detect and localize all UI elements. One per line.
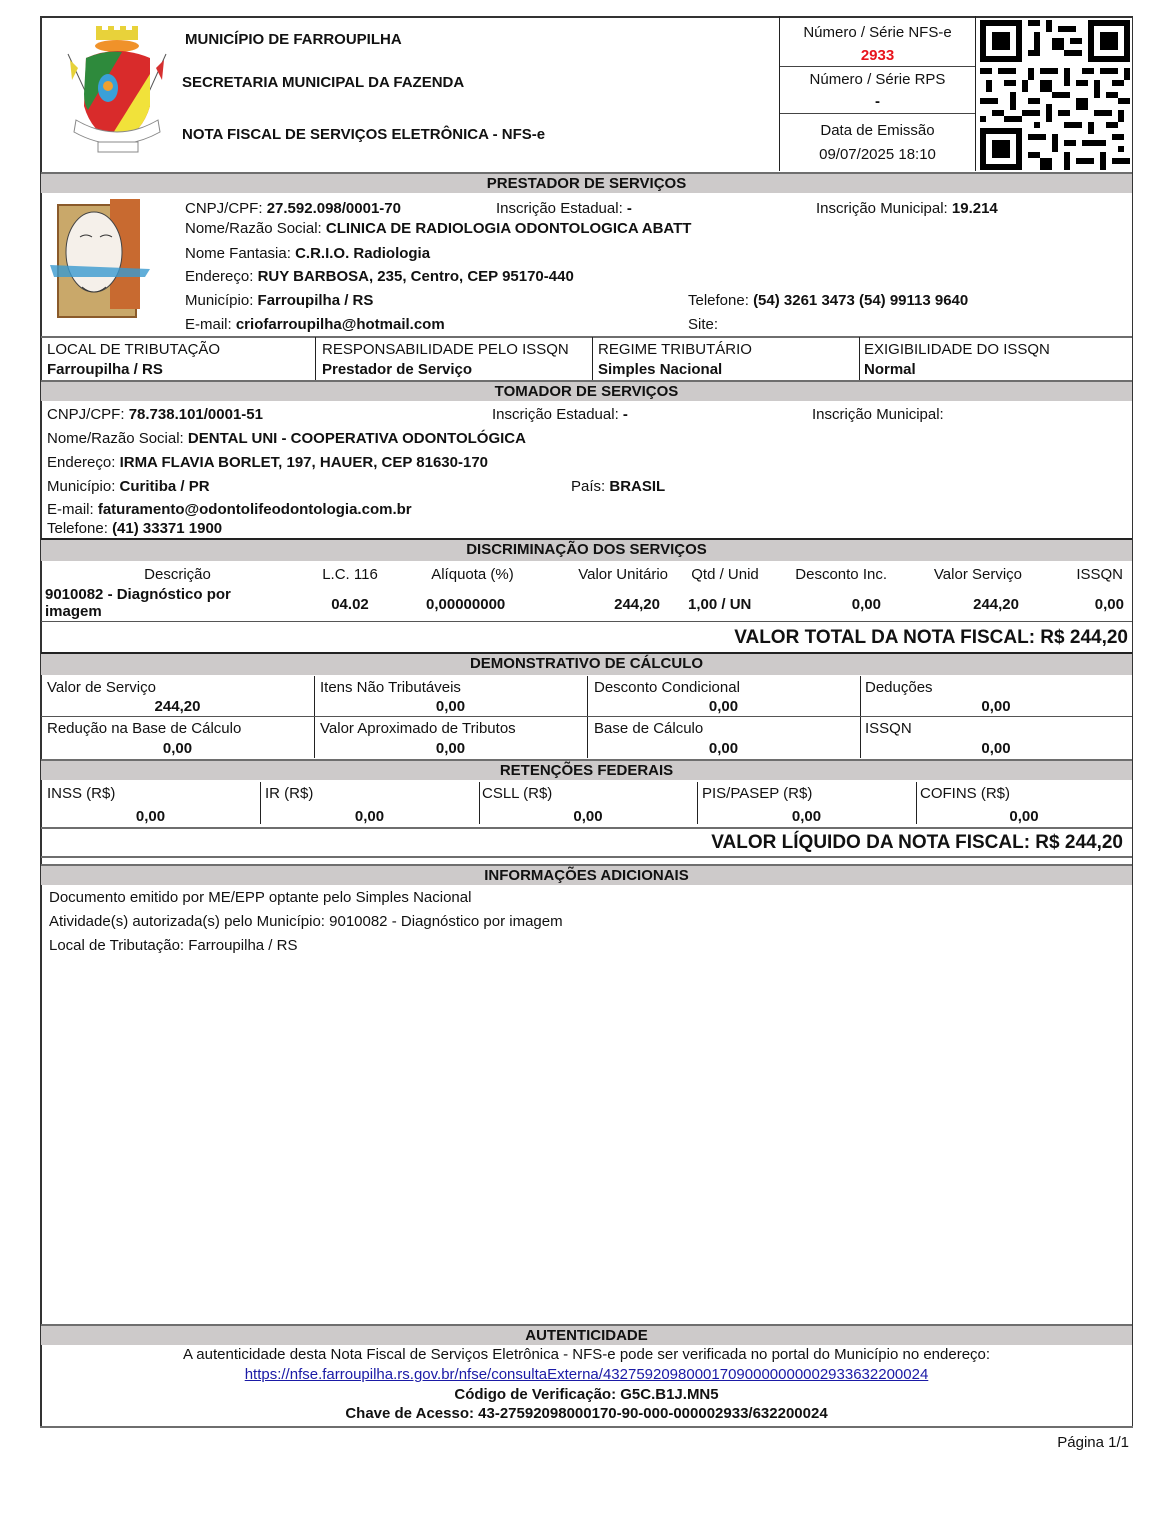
calc-value-reducao-base: 0,00 xyxy=(162,740,193,757)
calc-value-base-calculo: 0,00 xyxy=(708,740,739,757)
section-header-retencoes: RETENÇÕES FEDERAIS xyxy=(41,759,1132,780)
provider-trade-name-value: C.R.I.O. Radiologia xyxy=(295,245,431,262)
provider-site xyxy=(688,316,718,333)
divider xyxy=(975,16,976,171)
issqn-responsibility-value: Prestador de Serviço xyxy=(322,361,473,378)
provider-name-label: Nome/Razão Social: xyxy=(185,220,322,237)
section-header-calculo: DEMONSTRATIVO DE CÁLCULO xyxy=(41,654,1132,675)
customer-name-value: DENTAL UNI - COOPERATIVA ODONTOLÓGICA xyxy=(187,430,526,447)
customer-cnpj-label: CNPJ/CPF: xyxy=(47,406,125,423)
verification-code: Código de Verificação: G5C.B1J.MN5 xyxy=(454,1386,719,1403)
customer-email-label: E-mail: xyxy=(47,501,94,518)
provider-im-label: Inscrição Municipal: xyxy=(816,200,948,217)
provider-city xyxy=(185,292,373,309)
customer-name-label: Nome/Razão Social: xyxy=(47,430,184,447)
col-header-issqn: ISSQN xyxy=(1076,566,1123,583)
ret-value-cofins: 0,00 xyxy=(1009,808,1039,825)
provider-address-label: Endereço: xyxy=(185,268,254,285)
service-lc116: 04.02 xyxy=(331,596,369,613)
provider-trade-name xyxy=(185,245,430,262)
qr-code xyxy=(980,20,1130,170)
net-value: VALOR LÍQUIDO DA NOTA FISCAL: R$ 244,20 xyxy=(711,832,1123,853)
provider-ie xyxy=(496,200,632,217)
total-value: VALOR TOTAL DA NOTA FISCAL: R$ 244,20 xyxy=(734,627,1128,648)
tax-regime-value: Simples Nacional xyxy=(598,361,723,378)
divider xyxy=(780,66,975,67)
tax-regime-label: REGIME TRIBUTÁRIO xyxy=(598,341,752,358)
service-issqn: 0,00 xyxy=(1094,596,1124,613)
document-title: NOTA FISCAL DE SERVIÇOS ELETRÔNICA - NFS-e xyxy=(182,126,546,143)
col-header-descricao: Descrição xyxy=(144,566,211,583)
section-header-informacoes: INFORMAÇÕES ADICIONAIS xyxy=(41,864,1132,885)
calc-value-itens-nao-tributaveis: 0,00 xyxy=(435,698,466,715)
service-valor-unitario: 244,20 xyxy=(614,596,660,613)
customer-ie-value: - xyxy=(622,406,628,423)
provider-ie-value: - xyxy=(626,200,632,217)
col-header-aliquota: Alíquota (%) xyxy=(431,566,514,583)
provider-city-value: Farroupilha / RS xyxy=(257,292,374,309)
divider xyxy=(41,621,1132,622)
customer-ie-label: Inscrição Estadual: xyxy=(492,406,619,423)
service-aliquota: 0,00000000 xyxy=(426,596,506,613)
issqn-responsibility-label: RESPONSABILIDADE PELO ISSQN xyxy=(322,341,569,358)
customer-country-label: País: xyxy=(571,478,606,495)
tax-location-label: LOCAL DE TRIBUTAÇÃO xyxy=(47,341,221,358)
verification-url-link[interactable]: https://nfse.farroupilha.rs.gov.br/nfse/consultaExterna/432759209800017090000000002933632200024 xyxy=(244,1366,929,1383)
verification-url-container xyxy=(41,1366,1132,1383)
issue-date: 09/07/2025 18:10 xyxy=(819,146,936,163)
coat-of-arms-logo xyxy=(60,24,175,164)
provider-name xyxy=(185,220,691,237)
provider-city-label: Município: xyxy=(185,292,254,309)
provider-email-value: criofarroupilha@hotmail.com xyxy=(235,316,445,333)
authenticity-text: A autenticidade desta Nota Fiscal de Serviços Eletrônica - NFS-e pode ser verificada no portal do Município no endereço: xyxy=(182,1346,991,1363)
calc-label-desconto-condicional: Desconto Condicional xyxy=(594,679,740,696)
ret-label-inss: INSS (R$) xyxy=(47,785,116,802)
calc-label-deducoes: Deduções xyxy=(865,679,933,696)
customer-city-value: Curitiba / PR xyxy=(119,478,210,495)
provider-email xyxy=(185,316,445,333)
info-line: Local de Tributação: Farroupilha / RS xyxy=(49,937,298,954)
divider xyxy=(41,856,1132,858)
divider xyxy=(859,337,860,380)
calc-value-issqn: 0,00 xyxy=(981,740,1011,757)
divider xyxy=(41,716,1132,717)
calc-label-valor-aproximado-tributos: Valor Aproximado de Tributos xyxy=(320,720,516,737)
issqn-exigibility-value: Normal xyxy=(864,361,916,378)
provider-im-value: 19.214 xyxy=(951,200,998,217)
tax-location-value: Farroupilha / RS xyxy=(47,361,163,378)
issue-date-label: Data de Emissão xyxy=(820,122,935,139)
divider xyxy=(315,337,316,380)
rps-number-label: Número / Série RPS xyxy=(809,71,946,88)
table-row xyxy=(41,586,1132,622)
access-key: Chave de Acesso: 43-27592098000170-90-000-000002933/632200024 xyxy=(345,1405,828,1422)
calc-value-deducoes: 0,00 xyxy=(981,698,1011,715)
section-header-tomador: TOMADOR DE SERVIÇOS xyxy=(41,380,1132,401)
col-header-valor-unitario: Valor Unitário xyxy=(578,566,668,583)
customer-cnpj xyxy=(47,406,263,423)
divider xyxy=(780,113,975,114)
customer-ie xyxy=(492,406,628,423)
customer-phone-value: (41) 33371 1900 xyxy=(112,520,223,537)
customer-address xyxy=(47,454,488,471)
calc-value-desconto-condicional: 0,00 xyxy=(708,698,739,715)
calc-label-valor-servico: Valor de Serviço xyxy=(47,679,156,696)
section-header-servicos: DISCRIMINAÇÃO DOS SERVIÇOS xyxy=(41,540,1132,561)
provider-address-value: RUY BARBOSA, 235, Centro, CEP 95170-440 xyxy=(257,268,574,285)
info-line: Atividade(s) autorizada(s) pelo Município: 9010082 - Diagnóstico por imagem xyxy=(49,913,563,930)
service-description-line1: 9010082 - Diagnóstico por xyxy=(45,586,231,603)
provider-site-label: Site: xyxy=(688,316,719,333)
col-header-lc116: L.C. 116 xyxy=(322,566,378,583)
customer-im-label: Inscrição Municipal: xyxy=(812,406,944,423)
provider-phone xyxy=(688,292,968,309)
col-header-valor-servico: Valor Serviço xyxy=(933,566,1022,583)
nfse-number: 2933 xyxy=(860,47,895,64)
customer-email xyxy=(47,501,412,518)
ret-value-ir: 0,00 xyxy=(354,808,385,825)
issqn-exigibility-label: EXIGIBILIDADE DO ISSQN xyxy=(864,341,1050,358)
customer-country xyxy=(571,478,665,495)
customer-im xyxy=(812,406,944,423)
provider-logo xyxy=(50,197,152,322)
ret-label-ir: IR (R$) xyxy=(265,785,314,802)
ret-value-pis-pasep: 0,00 xyxy=(791,808,822,825)
page-number: Página 1/1 xyxy=(1057,1434,1129,1451)
municipality-name: MUNICÍPIO DE FARROUPILHA xyxy=(185,31,402,48)
ret-value-inss: 0,00 xyxy=(135,808,166,825)
provider-name-value: CLINICA DE RADIOLOGIA ODONTOLOGICA ABATT xyxy=(325,220,692,237)
service-valor-servico: 244,20 xyxy=(973,596,1019,613)
customer-email-value: faturamento@odontolifeodontologia.com.br xyxy=(97,501,412,518)
service-description xyxy=(45,586,285,620)
section-header-autenticidade: AUTENTICIDADE xyxy=(41,1324,1132,1345)
service-desconto: 0,00 xyxy=(851,596,881,613)
calc-label-base-calculo: Base de Cálculo xyxy=(594,720,704,737)
customer-cnpj-value: 78.738.101/0001-51 xyxy=(128,406,263,423)
ret-value-csll: 0,00 xyxy=(573,808,603,825)
customer-country-value: BRASIL xyxy=(609,478,666,495)
nfse-number-label: Número / Série NFS-e xyxy=(803,24,952,41)
ret-label-csll: CSLL (R$) xyxy=(482,785,553,802)
calc-value-valor-servico: 244,20 xyxy=(154,698,201,715)
col-header-qtd-unid: Qtd / Unid xyxy=(691,566,759,583)
customer-phone-label: Telefone: xyxy=(47,520,108,537)
provider-cnpj-label: CNPJ/CPF: xyxy=(185,200,263,217)
rps-number: - xyxy=(875,93,880,110)
divider xyxy=(41,827,1132,829)
provider-cnpj xyxy=(185,200,401,217)
ret-label-pis-pasep: PIS/PASEP (R$) xyxy=(702,785,813,802)
service-qtd-unid: 1,00 / UN xyxy=(688,596,752,613)
provider-im xyxy=(816,200,998,217)
customer-city-label: Município: xyxy=(47,478,116,495)
provider-address xyxy=(185,268,574,285)
divider xyxy=(592,337,593,380)
info-line: Documento emitido por ME/EPP optante pelo Simples Nacional xyxy=(49,889,472,906)
provider-ie-label: Inscrição Estadual: xyxy=(496,200,623,217)
provider-phone-value: (54) 3261 3473 (54) 99113 9640 xyxy=(753,292,969,309)
calc-label-reducao-base: Redução na Base de Cálculo xyxy=(47,720,242,737)
customer-address-value: IRMA FLAVIA BORLET, 197, HAUER, CEP 81630-170 xyxy=(119,454,488,471)
provider-email-label: E-mail: xyxy=(185,316,232,333)
calc-value-valor-aproximado-tributos: 0,00 xyxy=(435,740,466,757)
department-name: SECRETARIA MUNICIPAL DA FAZENDA xyxy=(182,74,465,91)
section-header-prestador: PRESTADOR DE SERVIÇOS xyxy=(41,172,1132,193)
header xyxy=(40,16,1133,171)
bottom-border xyxy=(40,1426,1133,1428)
customer-city xyxy=(47,478,210,495)
col-header-desconto: Desconto Inc. xyxy=(795,566,887,583)
calc-label-itens-nao-tributaveis: Itens Não Tributáveis xyxy=(320,679,461,696)
provider-cnpj-value: 27.592.098/0001-70 xyxy=(266,200,401,217)
divider xyxy=(41,336,1132,338)
customer-name xyxy=(47,430,526,447)
customer-phone xyxy=(47,520,222,537)
provider-trade-name-label: Nome Fantasia: xyxy=(185,245,291,262)
calc-label-issqn: ISSQN xyxy=(865,720,912,737)
customer-address-label: Endereço: xyxy=(47,454,116,471)
service-description-line2: imagem xyxy=(45,603,102,620)
provider-phone-label: Telefone: xyxy=(688,292,749,309)
ret-label-cofins: COFINS (R$) xyxy=(920,785,1010,802)
